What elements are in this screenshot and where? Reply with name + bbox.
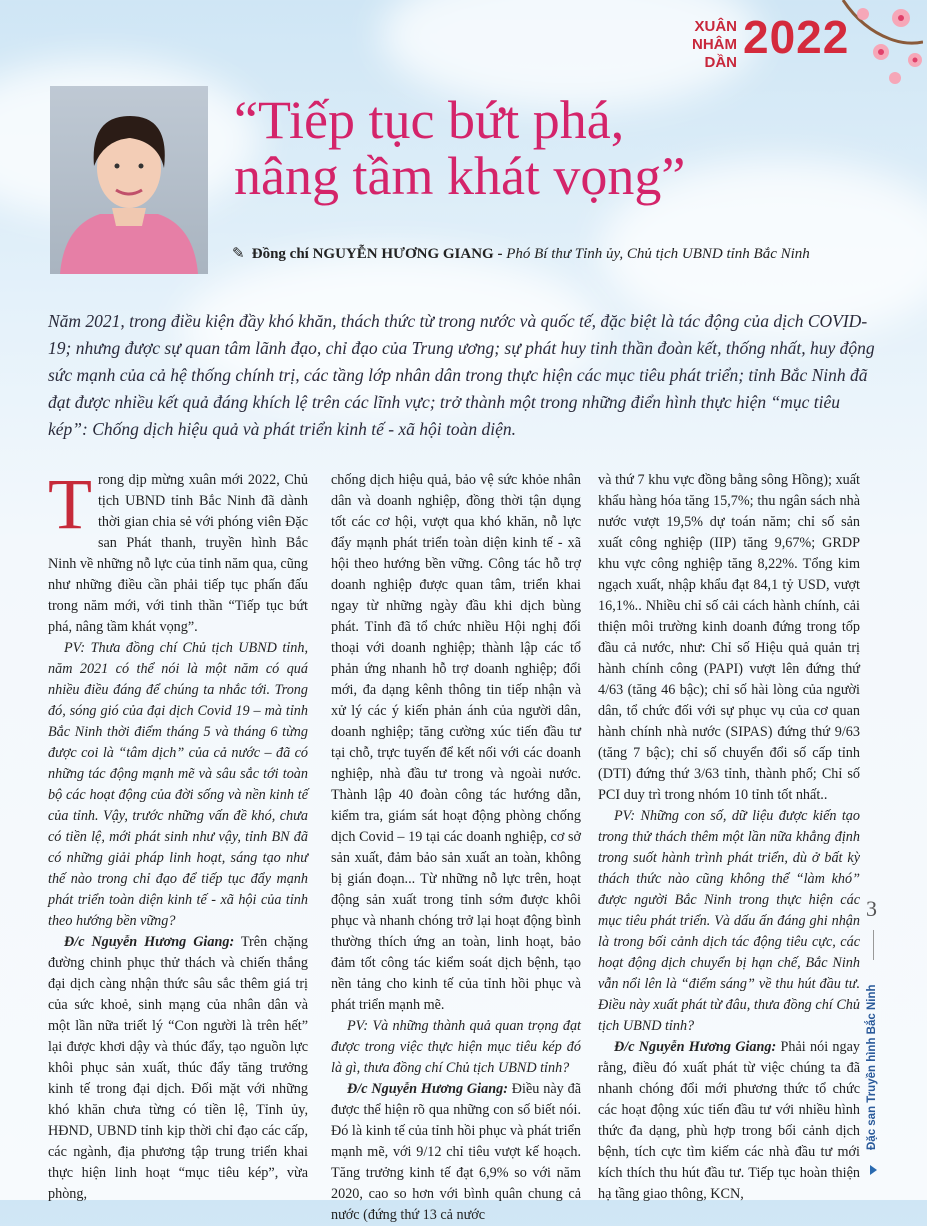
- article-column-1: [48, 464, 308, 1205]
- brand-text: [669, 18, 737, 72]
- interview-question: PV: Thưa đồng chí Chủ tịch UBND tỉnh, năm 2021 có thể nói là một năm có quá nhiều điều đáng để chúng ta nhắc tới. Trong đó, sóng gió của đại dịch Covid 19 – mà tỉnh Bắc Ninh thời điểm tháng 5 và tháng 6 từng được coi là “tâm dịch” của cả nước – đã có những tác động mạnh mẽ và sâu sắc tới toàn bộ các hoạt động của đời sống và nền kinh tế của tỉnh. Vậy, trước những vấn đề khó, chưa có tiền lệ, mới phát sinh như vậy, tỉnh BN đã có những giải pháp linh hoạt, sáng tạo như thế nào trong chỉ đạo để tiếp tục đẩy mạnh phát triển toàn diện kinh tế - xã hội của tỉnh theo hướng bền vững?: [48, 640, 308, 929]
- answer-speaker: Đ/c Nguyễn Hương Giang:: [64, 934, 235, 950]
- byline: [232, 244, 832, 263]
- page-number: 3: [866, 896, 877, 921]
- brand-year: 2022: [743, 11, 850, 63]
- answer-text: Trên chặng đường chinh phục thử thách và chiến thắng đại dịch càng nhận thức sâu sắc thêm giá trị của sức khoẻ, sinh mạng của nhân dân và một lần nữa triết lý “Con người là trên hết” lại được khơi dậy và thúc đẩy, tạo nguồn lực khôi phục sản xuất, thúc đẩy tăng trưởng kinh tế trong đại dịch. Đối mặt với những khó khăn chưa từng có tiền lệ, Tỉnh ủy, HĐND, UBND tỉnh kịp thời chỉ đạo các cấp, các ngành, địa phương tập trung triển khai thực hiện linh hoạt “mục tiêu kép”, vừa phòng,: [48, 934, 308, 1202]
- interview-question: PV: Và những thành quả quan trọng đạt được trong việc thực hiện mục tiêu kép đó là gì, thưa đồng chí Chủ tịch UBND tỉnh?: [331, 1018, 581, 1076]
- blossom-decoration-icon: [803, 0, 923, 90]
- byline-name: Đồng chí NGUYỄN HƯƠNG GIANG -: [251, 246, 503, 262]
- interview-question: PV: Những con số, dữ liệu được kiến tạo trong thử thách thêm một lần nữa khẳng định trong suốt hành trình phát triển, dù ở bất kỳ thách thức nào cũng không thể “làm khó” được người Bắc Ninh trong thực hiện các mục tiêu phát triển. Và dấu ấn đáng ghi nhận là trong bối cảnh dịch tác động tiêu cực, các hoạt động dịch chuyển bị hạn chế, Bắc Ninh vẫn nổi lên là “điểm sáng” về thu hút đầu tư. Điều này xuất phát từ đâu, thưa đồng chí Chủ tịch UBND tỉnh?: [598, 808, 860, 1034]
- intro-paragraph: [48, 464, 308, 638]
- answer-text: Phải nói ngay rằng, điều đó xuất phát từ việc chúng ta đã nhanh chóng đổi mới phương thức tổ chức các hoạt động xúc tiến đầu tư với nhiều hình thức đa dạng, phù hợp trong bối cảnh dịch bệnh, tích cực tìm kiếm các nhà đầu tư mới kích thích thu hút đầu tư. Tiếp tục hoàn thiện hạ tầng giao thông, KCN,: [598, 1039, 861, 1202]
- publication-side-label: Đặc san Truyền hình Bắc Ninh: [866, 984, 878, 1150]
- byline-role: Phó Bí thư Tỉnh ủy, Chủ tịch UBND tỉnh Bắc Ninh: [506, 246, 810, 262]
- brand-line1: XUÂN: [694, 18, 737, 35]
- drop-cap: T: [48, 464, 92, 544]
- intro-text: rong dịp mừng xuân mới 2022, Chủ tịch UBND tỉnh Bắc Ninh đã dành thời gian chia sẻ với phóng viên Đặc san Phát thanh, truyền hình Bắc Ninh về những nỗ lực của tỉnh năm qua, cũng như những điều cần phải tiếp tục phấn đấu trong năm mới, với tinh thần “Tiếp tục bứt phá, nâng tầm khát vọng”.: [48, 472, 308, 635]
- article-column-2: [331, 470, 581, 1226]
- interview-answer: [331, 1079, 581, 1226]
- interview-answer: [48, 932, 308, 1205]
- lead-paragraph: Năm 2021, trong điều kiện đầy khó khăn, thách thức từ trong nước và quốc tế, đặc biệt là tác động của dịch COVID-19; nhưng được sự quan tâm lãnh đạo, chỉ đạo của Trung ương; sự phát huy tinh thần đoàn kết, thống nhất, huy động sức mạnh của cả hệ thống chính trị, các tầng lớp nhân dân trong thực hiện các mục tiêu phát triển; tỉnh Bắc Ninh đã đạt được nhiều kết quả đáng khích lệ trên các lĩnh vực; trở thành một trong những điển hình thực hiện “mục tiêu kép”: Chống dịch hiệu quả và phát triển kinh tế - xã hội toàn diện.: [48, 311, 875, 439]
- answer-speaker: Đ/c Nguyễn Hương Giang:: [347, 1081, 508, 1097]
- portrait-photo: [50, 86, 208, 274]
- answer-speaker: Đ/c Nguyễn Hương Giang:: [614, 1039, 777, 1055]
- person-portrait-icon: [50, 86, 208, 274]
- body-paragraph: chống dịch hiệu quả, bảo vệ sức khỏe nhân dân và doanh nghiệp, đồng thời tận dụng tốt các cơ hội, vượt qua khó khăn, nỗ lực đẩy mạnh phát triển toàn diện kinh tế - xã hội theo hướng bền vững. Công tác hỗ trợ doanh nghiệp được quan tâm, triển khai ngay từ những ngày đầu khi dịch bùng phát. Tỉnh đã tổ chức nhiều Hội nghị đối thoại với doanh nghiệp; thành lập các tổ phản ứng nhanh hỗ trợ doanh nghiệp; đổi mới, đa dạng kênh thông tin tiếp nhận và xử lý các ý kiến phản ánh của người dân, doanh nghiệp; tăng cường xúc tiến đầu tư tại chỗ, trực tuyến để kết nối với các doanh nghiệp, nhà đầu tư trong và ngoài nước. Thành lập 40 đoàn công tác hướng dẫn, kiểm tra, giám sát hoạt động phòng chống dịch Covid – 19 tại các doanh nghiệp, cơ sở sản xuất, đảm bảo sản xuất an toàn, không bị gián đoạn... Từ những nỗ lực trên, hoạt động sản xuất trong tỉnh sớm được khôi phục và nhanh chóng trở lại hoạt động bình thường thích ứng an toàn, linh hoạt, bảo đảm tốt công tác kiểm soát dịch bệnh, tạo nền tảng cho kinh tế của tỉnh hồi phục và phát triển mạnh mẽ.: [331, 472, 581, 1013]
- divider: [873, 930, 874, 960]
- article-column-3: [598, 470, 860, 1205]
- body-paragraph: và thứ 7 khu vực đồng bằng sông Hồng); xuất khẩu hàng hóa tăng 15,7%; thu ngân sách nhà nước vượt 19,5% dự toán năm; chỉ số sản xuất công nghiệp (IIP) tăng 9,67%; GRDP khu vực công nghiệp tăng 8,22%. Tổng kim ngạch xuất, nhập khẩu đạt 84,1 tỷ USD, vượt 16,1%.. Nhiều chỉ số cải cách hành chính, cải thiện môi trường kinh doanh đứng trong tốp đầu cả nước, như: Chỉ số Hiệu quả quản trị hành chính công (PAPI) vượt lên đứng thứ 4/63 (tăng 46 bậc); chỉ số hài lòng của người dân, tổ chức đối với sự phục vụ của cơ quan hành chính nhà nước (SIPAS) đứng thứ 9/63 (tăng 7 bậc); chỉ số chuyển đổi số cấp tỉnh (DTI) đứng thứ 3/63 tỉnh, thành phố; Chỉ số PCI duy trì trong nhóm 10 tỉnh tốt nhất..: [598, 472, 860, 803]
- headline-line2: nâng tầm khát vọng”: [234, 146, 686, 206]
- interview-answer: [598, 1037, 860, 1205]
- triangle-marker-icon: [870, 1165, 877, 1175]
- pen-icon: ✎: [232, 246, 245, 262]
- answer-text: Điều này đã được thể hiện rõ qua những con số biết nói. Đó là kinh tế của tỉnh hồi phục và phát triển mạnh mẽ, với 9/12 chỉ tiêu vượt kế hoạch. Tăng trưởng kinh tế đạt 6,9% so với năm 2020, cao so hơn với bình quân chung cả nước (đứng thứ 13 cả nước: [331, 1081, 581, 1223]
- headline-line1: “Tiếp tục bứt phá,: [234, 90, 625, 150]
- brand-line2: NHÂM DẦN: [692, 36, 737, 71]
- article-headline: [234, 92, 794, 204]
